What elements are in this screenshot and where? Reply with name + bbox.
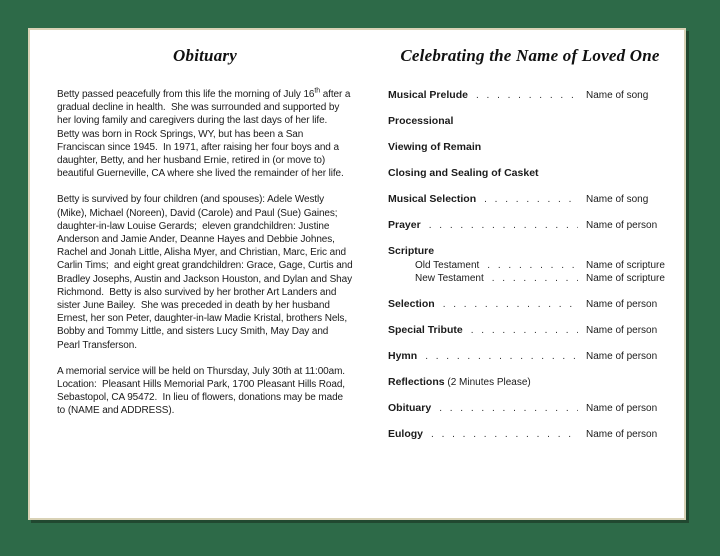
service-value: Name of person <box>586 429 658 440</box>
obituary-paragraph-1 <box>57 88 353 180</box>
service-value: Name of person <box>586 299 658 310</box>
dotted-leader <box>492 272 578 285</box>
dotted-leader <box>429 218 578 233</box>
obituary-column <box>57 46 356 431</box>
service-row-closing-of-casket <box>388 166 672 181</box>
service-row-scripture <box>388 244 672 259</box>
service-row-musical-selection <box>388 192 672 207</box>
service-row-prayer <box>388 218 672 233</box>
service-label: Reflections <box>388 376 445 388</box>
service-value: Name of scripture <box>586 260 665 271</box>
program-page <box>28 28 686 520</box>
service-value: Name of scripture <box>586 273 665 284</box>
dotted-leader <box>431 427 578 442</box>
dotted-leader <box>484 192 578 207</box>
service-value: Name of song <box>586 90 649 101</box>
service-label: Old Testament <box>415 260 480 271</box>
service-value: Name of person <box>586 220 658 231</box>
service-value: Name of person <box>586 351 658 362</box>
service-value: Name of person <box>586 325 658 336</box>
service-row-new-testament <box>415 272 672 285</box>
dotted-leader <box>439 401 578 416</box>
dotted-leader <box>471 323 578 338</box>
order-of-service-list <box>388 88 672 442</box>
service-label: Selection <box>388 298 435 310</box>
obituary-paragraph-1-text: Betty passed peacefully from this life the morning of July 16 <box>57 89 315 100</box>
service-row-hymn <box>388 349 672 364</box>
obituary-paragraph-2: Betty is survived by four children (and spouses): Adele Westly (Mike), Michael (Noreen), David (Carole) and Paul (Sue) Gaines; daughter-in-law Louise Gerards; eleven grandchildren: Justine Anderson and Jamie Ander, Deanne Hayes and Debbie Johnes, Rachel and Jonah Little, Alisha Myer, and Christian, Marc, Eric and Carlin Tims; and eight great grandchildren: Grace, Gage, Curtis and Bradley Josephs, Austin and Jackson Houston, and Dylan and Shay Richmond. Betty is also survived by her brother Art Landers and sister June Bailey. She was preceded in death by her husband Ernest, her son Peter, daughter-in-law Madie Kristal, brothers Nels, Bobby and Tommy Little, and sisters Lucy Smith, May Day and Pearl Transferson. <box>57 194 356 351</box>
obituary-title: Obituary <box>173 46 237 65</box>
service-row-selection <box>388 297 672 312</box>
service-label: Prayer <box>388 219 421 231</box>
order-of-service-column <box>388 46 672 453</box>
service-row-reflections <box>388 375 672 390</box>
dotted-leader <box>443 297 578 312</box>
dotted-leader <box>425 349 578 364</box>
service-label: New Testament <box>415 273 484 284</box>
obituary-paragraph-1-continued: after a gradual decline in health. She was surrounded and supported by her loving family and caregivers during the last days of her life. Betty was born in Rock Springs, WY, but has been a San Franciscan since 1945. In 1971, after raising her four boys and a daughter, Betty, and her husband Ernie, retired in (or move to) beautiful Guerneville, CA where she lived the remainder of her life. <box>57 89 354 180</box>
service-label-note: (2 Minutes Please) <box>444 377 531 388</box>
service-row-obituary <box>388 401 672 416</box>
service-label: Viewing of Remain <box>388 141 482 153</box>
service-label: Closing and Sealing of Casket <box>388 167 539 179</box>
service-row-musical-prelude <box>388 88 672 103</box>
service-row-eulogy <box>388 427 672 442</box>
obituary-paragraph-3: A memorial service will be held on Thursday, July 30th at 11:00am. Location: Pleasant Hills Memorial Park, 1700 Pleasant Hills Road, Sebastopol, CA 95472. In lieu of flowers, donations may be made to (NAME and ADDRESS). <box>57 365 351 417</box>
service-row-old-testament <box>415 259 672 272</box>
service-label: Processional <box>388 115 454 127</box>
service-row-special-tribute <box>388 323 672 338</box>
service-value: Name of person <box>586 403 658 414</box>
service-label: Hymn <box>388 350 418 362</box>
ordinal-superscript: th <box>314 87 321 95</box>
obituary-text-block <box>57 87 356 418</box>
service-label: Scripture <box>388 245 435 257</box>
service-label: Eulogy <box>388 428 424 440</box>
service-label: Obituary <box>388 402 432 414</box>
service-row-processional <box>388 114 672 129</box>
dotted-leader <box>476 88 578 103</box>
service-label: Musical Selection <box>388 193 477 205</box>
order-of-service-title: Celebrating the Name of Loved One <box>400 46 660 65</box>
service-value: Name of song <box>586 194 649 205</box>
dotted-leader <box>487 259 578 272</box>
service-label: Special Tribute <box>388 324 463 336</box>
service-label: Musical Prelude <box>388 89 468 101</box>
service-row-viewing-of-remain <box>388 140 672 155</box>
